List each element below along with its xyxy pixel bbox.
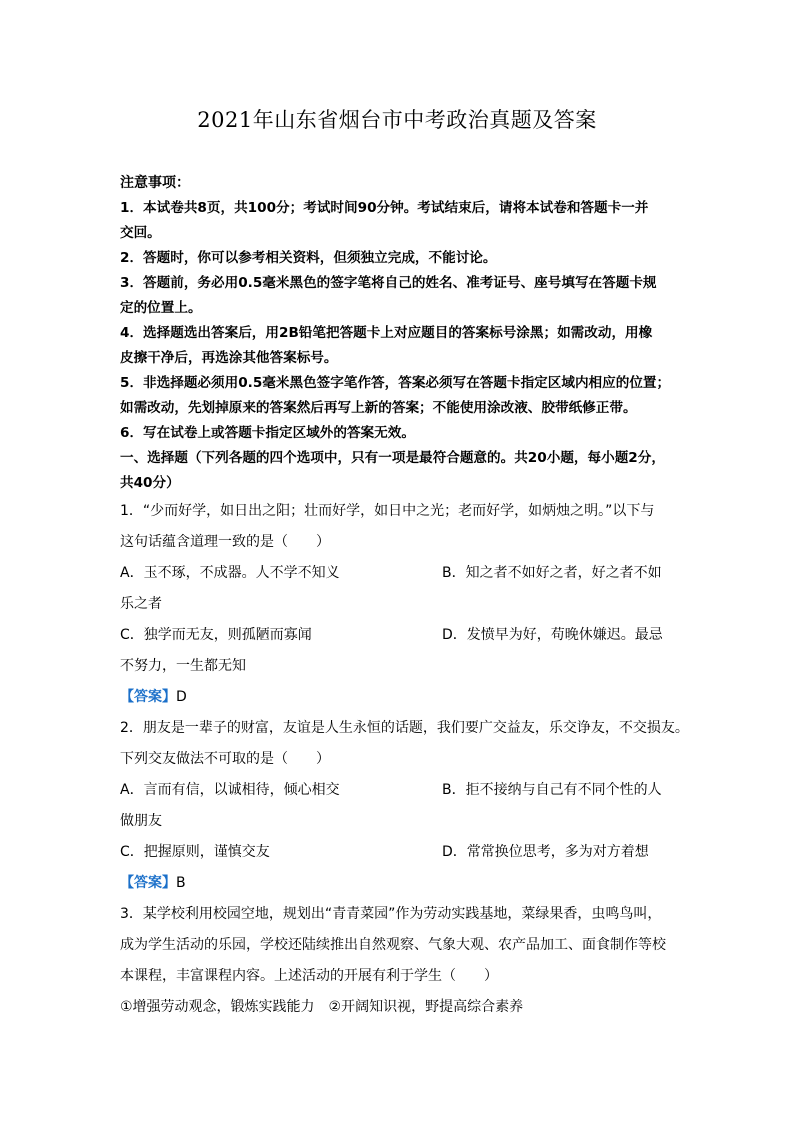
notice-line: 4．选择题选出答案后，用2B铅笔把答题卡上对应题目的答案标号涂黑；如需改动，用橡 [120, 325, 653, 341]
option-b: B．知之者不如好之者，好之者不如 [442, 565, 662, 581]
notice-line: 6．写在试卷上或答题卡指定区域外的答案无效。 [120, 425, 415, 441]
answer-value: B [176, 875, 186, 891]
question-stem: 本课程，丰富课程内容。上述活动的开展有利于学生（ ） [120, 968, 498, 984]
question-1 [120, 496, 685, 713]
question-stem: 3．某学校利用校园空地，规划出“青青菜园”作为劳动实践基地，菜绿果香，虫鸣鸟叫， [120, 906, 662, 922]
notice-block [120, 170, 685, 446]
option-row [120, 620, 685, 651]
option-c: C．独学而无友，则孤陋而寡闻 [120, 627, 312, 643]
page-title: 2021年山东省烟台市中考政治真题及答案 [197, 108, 597, 132]
notice-heading: 注意事项： [120, 175, 190, 191]
section-line: 一、选择题（下列各题的四个选项中，只有一项是最符合题意的。共20小题，每小题2分， [120, 450, 665, 466]
exam-content [120, 170, 689, 1023]
question-stem: 成为学生活动的乐园，学校还陆续推出自然观察、气象大观、农产品加工、面食制作等校 [120, 937, 666, 953]
option-row [120, 775, 685, 806]
option-c: C．把握原则，谨慎交友 [120, 844, 270, 860]
option-b: B．拒不接纳与自己有不同个性的人 [442, 782, 662, 798]
option-b-continued: 做朋友 [120, 813, 162, 829]
notice-line: 皮擦干净后，再选涂其他答案标号。 [120, 350, 338, 366]
section-heading [120, 446, 685, 496]
question-stem: 这句话蕴含道理一致的是（ ） [120, 534, 330, 550]
question-3 [120, 899, 685, 1023]
option-row [120, 651, 685, 682]
option-b-continued: 乐之者 [120, 596, 162, 612]
notice-line: 定的位置上。 [120, 300, 202, 316]
question-choices: ①增强劳动观念，锻炼实践能力 ②开阔知识视，野提高综合素养 [120, 999, 524, 1015]
option-d-continued: 不努力，一生都无知 [120, 658, 246, 674]
option-d: D．发愤早为好，苟晚休嫌迟。最忌 [442, 627, 663, 643]
question-stem: 1．“少而好学，如日出之阳；壮而好学，如日中之光；老而好学，如炳烛之明。”以下与 [120, 503, 655, 519]
notice-line: 3．答题前，务必用0.5毫米黑色的签字笔将自己的姓名、准考证号、座号填写在答题卡规 [120, 275, 657, 291]
option-d: D．常常换位思考，多为对方着想 [442, 844, 649, 860]
option-a: A．玉不琢，不成器。人不学不知义 [120, 565, 340, 581]
answer-label: 【答案】 [120, 875, 176, 891]
notice-line: 2．答题时，你可以参考相关资料，但须独立完成，不能讨论。 [120, 250, 497, 266]
option-row [120, 558, 685, 589]
option-a: A．言而有信，以诚相待，倾心相交 [120, 782, 340, 798]
notice-line: 1．本试卷共8页，共100分；考试时间90分钟。考试结束后，请将本试卷和答题卡一并 [120, 200, 649, 216]
answer-line [120, 868, 685, 899]
question-stem: 下列交友做法不可取的是（ ） [120, 751, 330, 767]
notice-line: 5．非选择题必须用0.5毫米黑色签字笔作答，答案必须写在答题卡指定区域内相应的位置； [120, 375, 671, 391]
notice-line: 如需改动，先划掉原来的答案然后再写上新的答案；不能使用涂改液、胶带纸修正带。 [120, 400, 637, 416]
notice-line: 交回。 [120, 225, 161, 241]
answer-label: 【答案】 [120, 689, 176, 705]
section-line: 共40分） [120, 475, 180, 491]
option-row [120, 837, 685, 868]
answer-line [120, 682, 685, 713]
option-row [120, 806, 685, 837]
question-2 [120, 713, 689, 899]
answer-value: D [176, 689, 187, 705]
option-row [120, 589, 685, 620]
question-stem: 2．朋友是一辈子的财富，友谊是人生永恒的话题，我们要广交益友，乐交诤友，不交损友。 [120, 720, 689, 736]
